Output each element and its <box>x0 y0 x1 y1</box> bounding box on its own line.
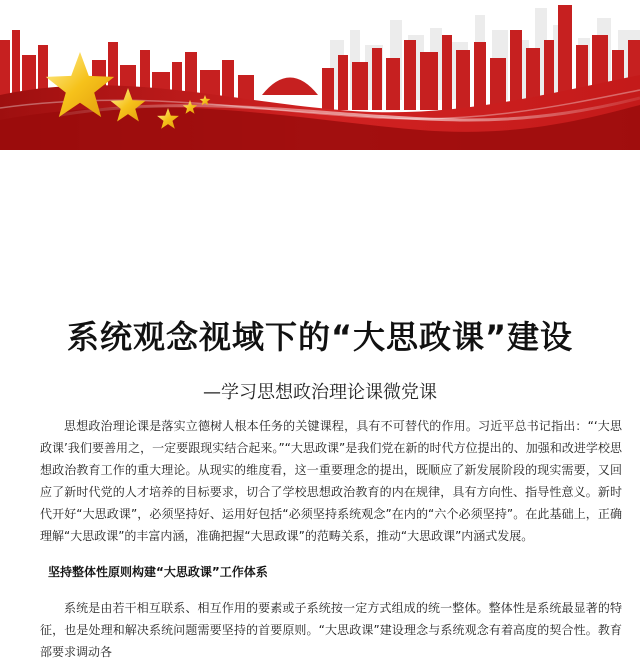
intro-paragraph-block <box>40 415 622 547</box>
section-paragraph: 系统是由若干相互联系、相互作用的要素或子系统按一定方式组成的统一整体。整体性是系统最显著的特征，也是处理和解决系统问题需要坚持的首要原则。“大思政课”建设理念与系统观念有着高度的契合性。教育部要求调动各 <box>40 601 622 659</box>
header-banner <box>0 0 640 150</box>
document-subtitle: —学习思想政治理论课微党课 <box>203 382 437 403</box>
section-heading: 坚持整体性原则构建“大思政课”工作体系 <box>48 565 268 579</box>
section-paragraph-block <box>40 597 622 663</box>
document-title: 系统观念视域下的“大思政课”建设 <box>66 318 574 356</box>
intro-paragraph: 思想政治理论课是落实立德树人根本任务的关键课程，具有不可替代的作用。习近平总书记指出：“‘大思政课’我们要善用之，一定要跟现实结合起来。”“大思政课”是我们党在新的时代方位提出的、加强和改进学校思想政治教育工作的重大理论。从现实的维度看，这一重要理念的提出，既顺应了新发展阶段的现实需要，又回应了新时代党的人才培养的目标要求，切合了学校思想政治教育的内在规律，具有方向性、指导性意义。新时代开好“大思政课”，必须坚持好、运用好包括“必须坚持系统观念”在内的“六个必须坚持”。在此基础上，正确理解“大思政课”的丰富内涵，准确把握“大思政课”的范畴关系，推动“大思政课”内涵式发展。 <box>40 419 622 543</box>
banner-illustration <box>0 0 640 150</box>
